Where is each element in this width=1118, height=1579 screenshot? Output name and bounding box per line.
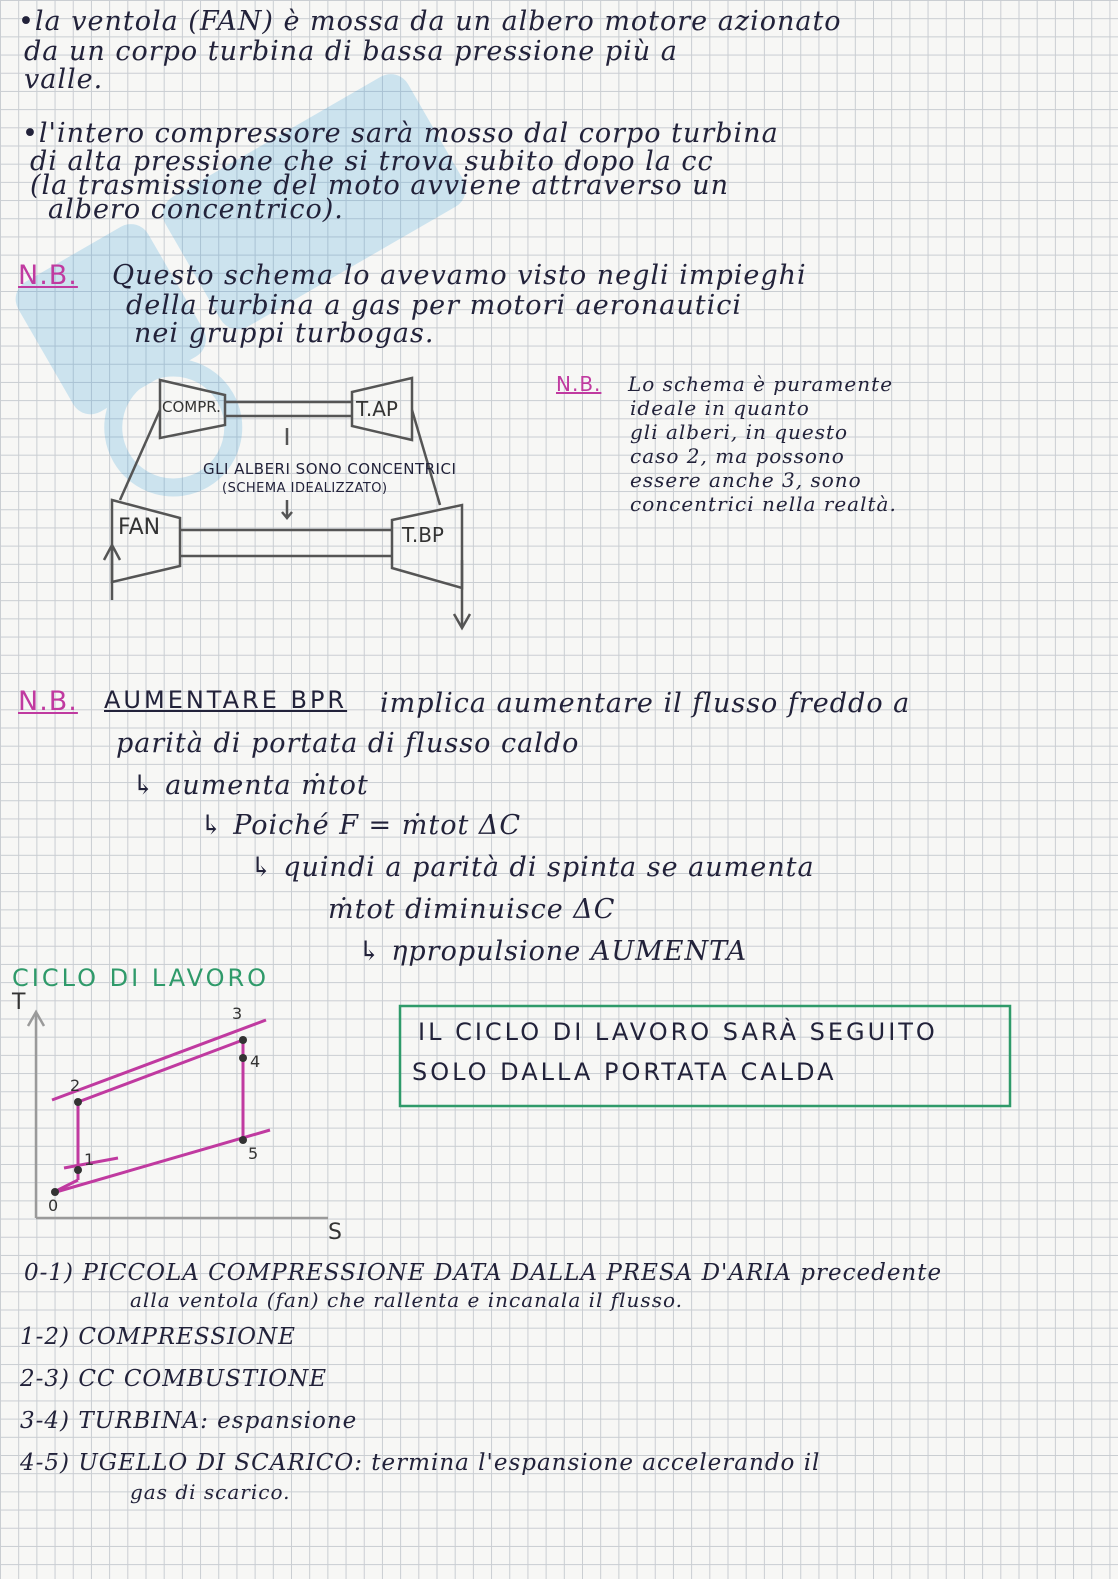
step-text: PICCOLA COMPRESSIONE DATA DALLA PRESA D'ARIA precedente <box>82 1260 943 1286</box>
step-text: CC COMBUSTIONE <box>78 1366 328 1392</box>
note-fan-line1: •la ventola (FAN) è mossa da un albero motore azionato <box>18 6 842 37</box>
nb2-line5: essere anche 3, sono <box>630 468 862 492</box>
axis-label-t: T <box>12 990 26 1015</box>
nb3-line7: ↳ ηpropulsione AUMENTA <box>358 936 748 967</box>
nb3-line3: ↳ aumenta ṁtot <box>132 770 369 801</box>
step-text: COMPRESSIONE <box>78 1324 296 1350</box>
point-label-4: 4 <box>250 1052 261 1071</box>
step-1-2 <box>20 1326 296 1349</box>
nb2-line3: gli alberi, in questo <box>630 420 849 444</box>
nb3-line4: ↳ Poiché F = ṁtot ΔC <box>200 810 522 841</box>
nb2-line4: caso 2, ma possono <box>630 444 845 468</box>
step-4-5-sub: gas di scarico. <box>130 1480 291 1504</box>
nb3-line1: implica aumentare il flusso freddo a <box>380 688 911 719</box>
cycle-note-line2: SOLO DALLA PORTATA CALDA <box>412 1058 837 1086</box>
compressor-label: COMPR. <box>162 398 221 416</box>
nb2-line2: ideale in quanto <box>630 396 810 420</box>
nb1-marker: N.B. <box>18 260 78 291</box>
step-text: UGELLO DI SCARICO: termina l'espansione accelerando il <box>78 1450 821 1476</box>
nb3-line5: ↳ quindi a parità di spinta se aumenta <box>250 852 815 883</box>
note-compressor-line3: (la trasmissione del moto avviene attraverso un <box>30 170 729 201</box>
nb1-line2: della turbina a gas per motori aeronautici <box>126 290 743 321</box>
point-label-5: 5 <box>248 1144 259 1163</box>
nb3-line6: ṁtot diminuisce ΔC <box>328 894 616 925</box>
note-fan-line2: da un corpo turbina di bassa pressione più a <box>24 36 678 67</box>
cycle-note-line1: IL CICLO DI LAVORO SARÀ SEGUITO <box>418 1018 938 1046</box>
step-label: 3-4) <box>20 1408 71 1434</box>
nb3-line2: parità di portata di flusso caldo <box>116 728 580 759</box>
step-4-5 <box>20 1452 820 1475</box>
point-label-0: 0 <box>48 1196 59 1215</box>
nb1-line1: Questo schema lo avevamo visto negli impieghi <box>112 260 807 291</box>
diagram-note-line1: GLI ALBERI SONO CONCENTRICI <box>203 460 457 478</box>
point-label-1: 1 <box>84 1150 95 1169</box>
note-fan-line3: valle. <box>24 64 104 95</box>
step-label: 4-5) <box>20 1450 71 1476</box>
step-3-4 <box>20 1410 357 1433</box>
nb2-line1: Lo schema è puramente <box>628 372 894 396</box>
note-compressor-line4: albero concentrico). <box>48 194 344 225</box>
step-text: TURBINA: espansione <box>78 1408 358 1434</box>
process-2-3 <box>78 1040 243 1102</box>
step-0-1 <box>24 1262 942 1285</box>
hp-turbine-label: T.AP <box>356 397 398 421</box>
axis-label-s: S <box>328 1220 342 1245</box>
point-label-2: 2 <box>70 1076 81 1095</box>
note-compressor-line1: •l'intero compressore sarà mosso dal corpo turbina <box>22 118 779 149</box>
step-0-1-sub: alla ventola (fan) che rallenta e incanala il flusso. <box>130 1288 684 1312</box>
point-label-3: 3 <box>232 1004 243 1023</box>
step-label: 1-2) <box>20 1324 71 1350</box>
nb3-heading: AUMENTARE BPR <box>104 686 348 714</box>
nb1-line3: nei gruppi turbogas. <box>134 318 435 349</box>
note-compressor-line2: di alta pressione che si trova subito dopo la cc <box>30 146 714 177</box>
lp-turbine-label: T.BP <box>402 523 444 547</box>
nb2-line6: concentrici nella realtà. <box>630 492 897 516</box>
isobar-high <box>52 1020 266 1100</box>
nb3-marker: N.B. <box>18 686 78 717</box>
fan-label: FAN <box>118 515 161 540</box>
nb2-marker: N.B. <box>556 372 602 396</box>
step-label: 0-1) <box>24 1260 75 1286</box>
step-label: 2-3) <box>20 1366 71 1392</box>
cycle-title: CICLO DI LAVORO <box>12 964 270 992</box>
step-2-3 <box>20 1368 327 1391</box>
diagram-note-line2: (SCHEMA IDEALIZZATO) <box>222 481 388 496</box>
